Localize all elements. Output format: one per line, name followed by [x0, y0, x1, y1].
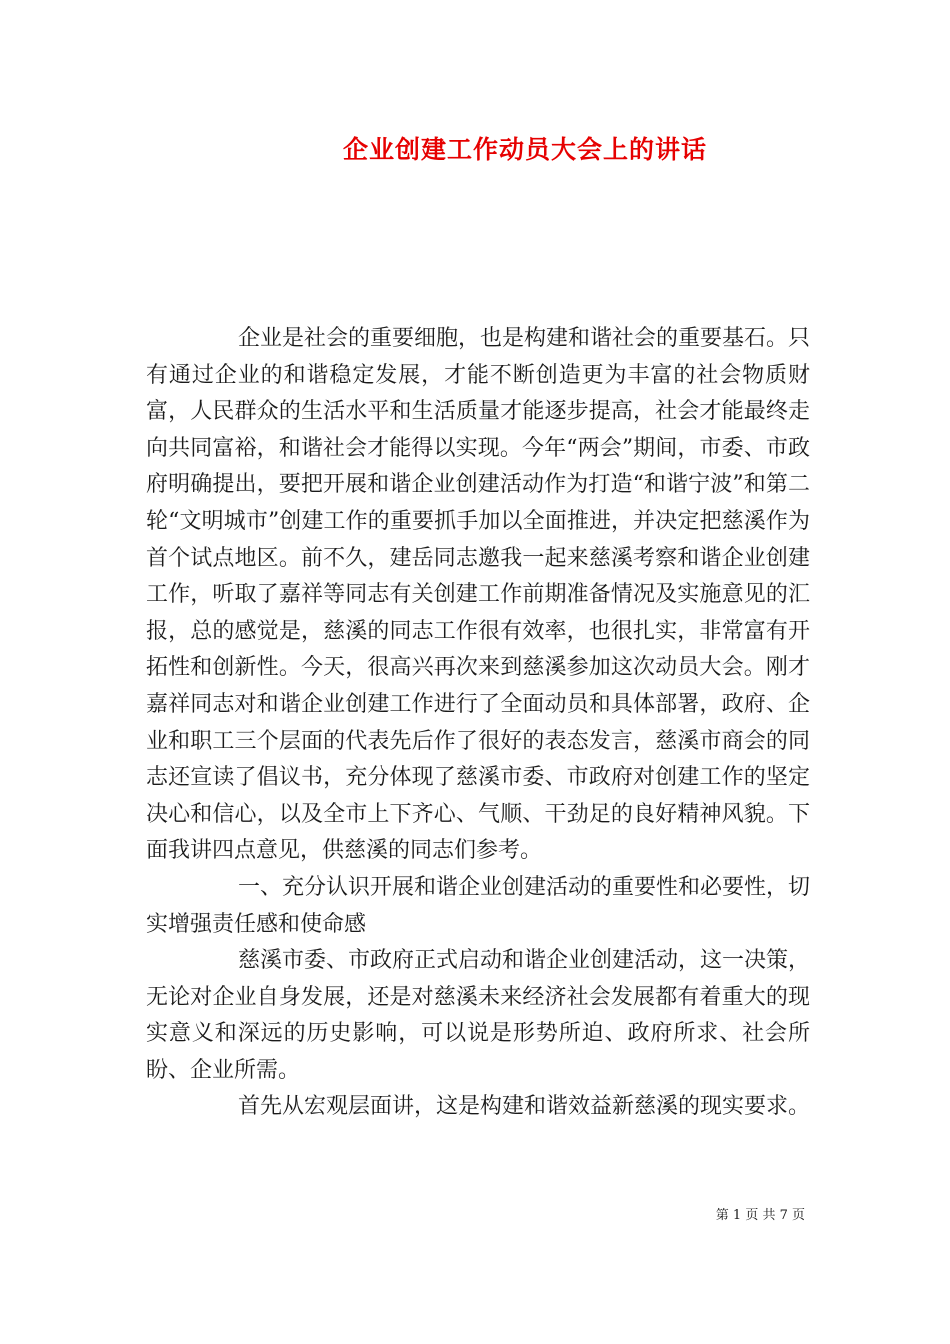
page-number: 第 1 页 共 7 页: [715, 1208, 805, 1223]
document-title: 企业创建工作动员大会上的讲话: [342, 135, 707, 164]
paragraph-intro: 企业是社会的重要细胞，也是构建和谐社会的重要基石。只有通过企业的和谐稳定发展，才能不断创造更为丰富的社会物质财富，人民群众的生活水平和生活质量才能逐步提高，社会才能最终走向共同富裕，和谐社会才能得以实现。今年“两会”期间，市委、市政府明确提出，要把开展和谐企业创建活动作为打造“和谐宁波”和第二轮“文明城市”创建工作的重要抓手加以全面推进，并决定把慈溪作为首个试点地区。前不久，建岳同志邀我一起来慈溪考察和谐企业创建工作，听取了嘉祥等同志有关创建工作前期准备情况及实施意见的汇报，总的感觉是，慈溪的同志工作很有效率，也很扎实，非常富有开拓性和创新性。今天，很高兴再次来到慈溪参加这次动员大会。刚才嘉祥同志对和谐企业创建工作进行了全面动员和具体部署，政府、企业和职工三个层面的代表先后作了很好的表态发言，慈溪市商会的同志还宣读了倡议书，充分体现了慈溪市委、市政府对创建工作的坚定决心和信心，以及全市上下齐心、气顺、干劲足的良好精神风貌。下面我讲四点意见，供慈溪的同志们参考。: [146, 326, 811, 864]
document-body: [146, 321, 810, 1126]
section-heading-1: 一、充分认识开展和谐企业创建活动的重要性和必要性，切实增强责任感和使命感: [146, 874, 811, 937]
paragraph-macro-level: 首先从宏观层面讲，这是构建和谐效益新慈溪的现实要求。: [238, 1094, 811, 1120]
paragraph-section-1: 慈溪市委、市政府正式启动和谐企业创建活动，这一决策，无论对企业自身发展，还是对慈溪未来经济社会发展都有着重大的现实意义和深远的历史影响，可以说是形势所迫、政府所求、社会所盼、企业所需。: [146, 948, 811, 1083]
